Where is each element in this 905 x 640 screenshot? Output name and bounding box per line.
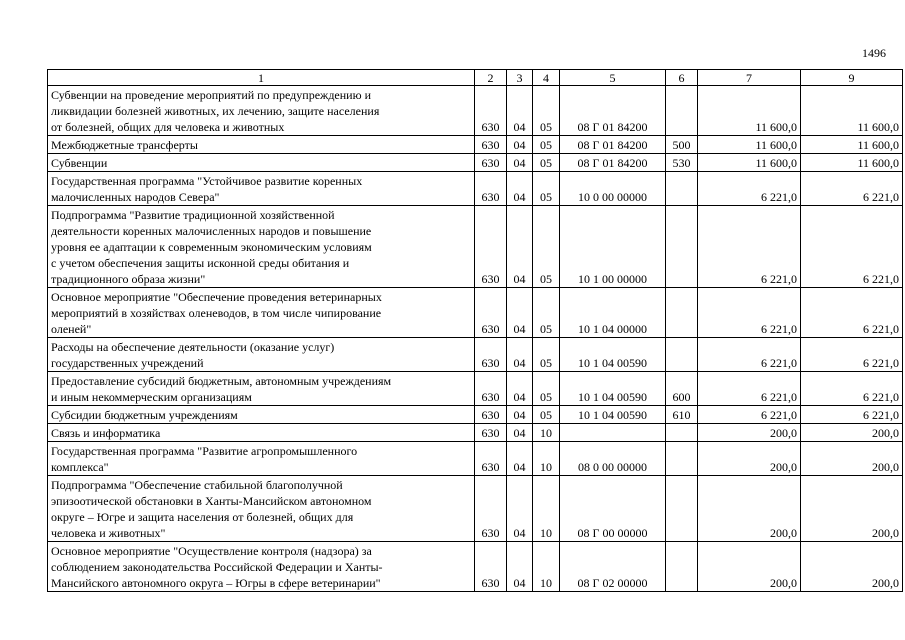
- row-name-line: и иным некоммерческим организациям: [51, 390, 252, 404]
- col2-cell: 630: [475, 424, 507, 442]
- col9-cell: 11 600,0: [801, 154, 903, 172]
- row-name-line: уровня ее адаптации к современным экономическим условиям: [51, 240, 372, 254]
- col3-cell: 04: [507, 136, 533, 154]
- col5-cell: 08 Г 01 84200: [560, 154, 666, 172]
- row-name-cell: [48, 476, 475, 542]
- row-name-cell: [48, 288, 475, 338]
- row-name-line: комплекса": [51, 460, 109, 474]
- col4-cell: 05: [533, 86, 560, 136]
- col2-cell: 630: [475, 442, 507, 476]
- col5-cell: 08 Г 02 00000: [560, 542, 666, 592]
- col2-cell: 630: [475, 154, 507, 172]
- row-name-line: Подпрограмма "Обеспечение стабильной благополучной: [51, 478, 343, 492]
- row-name-line: Подпрограмма "Развитие традиционной хозяйственной: [51, 208, 335, 222]
- row-name-line: государственных учреждений: [51, 356, 204, 370]
- col2-cell: 630: [475, 476, 507, 542]
- col4-cell: 05: [533, 338, 560, 372]
- col4-cell: 05: [533, 154, 560, 172]
- col9-cell: 6 221,0: [801, 406, 903, 424]
- row-name-line: Субсидии бюджетным учреждениям: [51, 408, 238, 422]
- col9-cell: 200,0: [801, 442, 903, 476]
- col2-cell: 630: [475, 136, 507, 154]
- col6-cell: 500: [666, 136, 698, 154]
- col7-cell: 6 221,0: [698, 288, 801, 338]
- col5-cell: 10 1 04 00000: [560, 288, 666, 338]
- col2-cell: 630: [475, 86, 507, 136]
- row-name-line: округе – Югре и защита населения от болезней, общих для: [51, 510, 354, 524]
- col3-cell: 04: [507, 206, 533, 288]
- col5-cell: 10 1 04 00590: [560, 406, 666, 424]
- row-name-cell: [48, 406, 475, 424]
- budget-table: [47, 69, 903, 592]
- col2-cell: 630: [475, 542, 507, 592]
- row-name-line: Основное мероприятие "Обеспечение проведения ветеринарных: [51, 290, 382, 304]
- col2-cell: 630: [475, 288, 507, 338]
- col4-cell: 10: [533, 476, 560, 542]
- col7-cell: 11 600,0: [698, 86, 801, 136]
- row-name-line: традиционного образа жизни": [51, 272, 206, 286]
- row-name-line: Мансийского автономного округа – Югры в сфере ветеринарии": [51, 576, 381, 590]
- row-name-cell: [48, 338, 475, 372]
- row-name-line: Основное мероприятие "Осуществление контроля (надзора) за: [51, 544, 372, 558]
- col7-cell: 6 221,0: [698, 338, 801, 372]
- col6-cell: [666, 288, 698, 338]
- col4-cell: 05: [533, 172, 560, 206]
- col6-cell: [666, 172, 698, 206]
- row-name-line: с учетом обеспечения защиты исконной среды обитания и: [51, 256, 350, 270]
- header-cell: 7: [698, 70, 801, 86]
- table-row: [48, 288, 903, 338]
- col6-cell: 600: [666, 372, 698, 406]
- page-number: 1496: [862, 46, 886, 60]
- col9-cell: 6 221,0: [801, 338, 903, 372]
- col7-cell: 200,0: [698, 476, 801, 542]
- row-name-line: Субвенции на проведение мероприятий по предупреждению и: [51, 88, 371, 102]
- col6-cell: [666, 86, 698, 136]
- table-row: [48, 372, 903, 406]
- row-name-line: Межбюджетные трансферты: [51, 138, 198, 152]
- col3-cell: 04: [507, 542, 533, 592]
- col7-cell: 6 221,0: [698, 172, 801, 206]
- col5-cell: 10 1 00 00000: [560, 206, 666, 288]
- col2-cell: 630: [475, 372, 507, 406]
- table-row: [48, 406, 903, 424]
- row-name-line: человека и животных": [51, 526, 166, 540]
- col3-cell: 04: [507, 172, 533, 206]
- col7-cell: 200,0: [698, 542, 801, 592]
- col6-cell: [666, 542, 698, 592]
- col7-cell: 6 221,0: [698, 372, 801, 406]
- col3-cell: 04: [507, 406, 533, 424]
- header-cell: 1: [48, 70, 475, 86]
- col7-cell: 200,0: [698, 442, 801, 476]
- row-name-cell: [48, 172, 475, 206]
- row-name-line: эпизоотической обстановки в Ханты-Мансийском автономном: [51, 494, 372, 508]
- col5-cell: [560, 424, 666, 442]
- col4-cell: 05: [533, 288, 560, 338]
- header-cell: 6: [666, 70, 698, 86]
- col5-cell: 10 1 04 00590: [560, 338, 666, 372]
- col5-cell: 10 0 00 00000: [560, 172, 666, 206]
- table-row: [48, 172, 903, 206]
- col6-cell: [666, 476, 698, 542]
- col6-cell: [666, 338, 698, 372]
- row-name-cell: [48, 154, 475, 172]
- row-name-cell: [48, 424, 475, 442]
- row-name-line: Связь и информатика: [51, 426, 161, 440]
- col4-cell: 10: [533, 442, 560, 476]
- col9-cell: 6 221,0: [801, 372, 903, 406]
- row-name-line: соблюдением законодательства Российской Федерации и Ханты-: [51, 560, 383, 574]
- header-cell: 5: [560, 70, 666, 86]
- row-name-cell: [48, 542, 475, 592]
- row-name-cell: [48, 206, 475, 288]
- col2-cell: 630: [475, 338, 507, 372]
- col4-cell: 10: [533, 542, 560, 592]
- col4-cell: 05: [533, 136, 560, 154]
- col3-cell: 04: [507, 288, 533, 338]
- col2-cell: 630: [475, 172, 507, 206]
- row-name-line: Расходы на обеспечение деятельности (оказание услуг): [51, 340, 335, 354]
- row-name-line: от болезней, общих для человека и животных: [51, 120, 285, 134]
- header-row: [48, 70, 903, 86]
- col3-cell: 04: [507, 476, 533, 542]
- col6-cell: [666, 206, 698, 288]
- header-cell: 3: [507, 70, 533, 86]
- col6-cell: 610: [666, 406, 698, 424]
- col7-cell: 200,0: [698, 424, 801, 442]
- col3-cell: 04: [507, 424, 533, 442]
- col9-cell: 200,0: [801, 476, 903, 542]
- table-row: [48, 136, 903, 154]
- table-row: [48, 442, 903, 476]
- row-name-line: ликвидации болезней животных, их лечению, защите населения: [51, 104, 380, 118]
- col4-cell: 05: [533, 206, 560, 288]
- col7-cell: 11 600,0: [698, 154, 801, 172]
- col5-cell: 10 1 04 00590: [560, 372, 666, 406]
- col9-cell: 200,0: [801, 424, 903, 442]
- col6-cell: [666, 442, 698, 476]
- header-cell: 9: [801, 70, 903, 86]
- row-name-cell: [48, 136, 475, 154]
- col4-cell: 05: [533, 406, 560, 424]
- table-row: [48, 476, 903, 542]
- col3-cell: 04: [507, 154, 533, 172]
- row-name-line: деятельности коренных малочисленных народов и повышение: [51, 224, 372, 238]
- table-row: [48, 338, 903, 372]
- col6-cell: 530: [666, 154, 698, 172]
- col9-cell: 200,0: [801, 542, 903, 592]
- row-name-line: Предоставление субсидий бюджетным, автономным учреждениям: [51, 374, 392, 388]
- col4-cell: 05: [533, 372, 560, 406]
- col9-cell: 11 600,0: [801, 86, 903, 136]
- col5-cell: 08 Г 01 84200: [560, 86, 666, 136]
- col2-cell: 630: [475, 206, 507, 288]
- row-name-cell: [48, 86, 475, 136]
- col3-cell: 04: [507, 86, 533, 136]
- row-name-cell: [48, 372, 475, 406]
- row-name-line: Государственная программа "Устойчивое развитие коренных: [51, 174, 363, 188]
- table-row: [48, 206, 903, 288]
- col9-cell: 6 221,0: [801, 172, 903, 206]
- header-cell: 2: [475, 70, 507, 86]
- col5-cell: 08 0 00 00000: [560, 442, 666, 476]
- col9-cell: 11 600,0: [801, 136, 903, 154]
- table-row: [48, 154, 903, 172]
- row-name-cell: [48, 442, 475, 476]
- col2-cell: 630: [475, 406, 507, 424]
- col3-cell: 04: [507, 338, 533, 372]
- row-name-line: оленей": [51, 322, 92, 336]
- row-name-line: Государственная программа "Развитие агропромышленного: [51, 444, 358, 458]
- col3-cell: 04: [507, 442, 533, 476]
- col9-cell: 6 221,0: [801, 206, 903, 288]
- col9-cell: 6 221,0: [801, 288, 903, 338]
- table-row: [48, 86, 903, 136]
- table-row: [48, 424, 903, 442]
- row-name-line: мероприятий в хозяйствах оленеводов, в том числе чипирование: [51, 306, 382, 320]
- col7-cell: 6 221,0: [698, 406, 801, 424]
- col6-cell: [666, 424, 698, 442]
- col7-cell: 11 600,0: [698, 136, 801, 154]
- col4-cell: 10: [533, 424, 560, 442]
- row-name-line: Субвенции: [51, 156, 108, 170]
- col3-cell: 04: [507, 372, 533, 406]
- col7-cell: 6 221,0: [698, 206, 801, 288]
- row-name-line: малочисленных народов Севера": [51, 190, 220, 204]
- col5-cell: 08 Г 01 84200: [560, 136, 666, 154]
- table-row: [48, 542, 903, 592]
- header-cell: 4: [533, 70, 560, 86]
- col5-cell: 08 Г 00 00000: [560, 476, 666, 542]
